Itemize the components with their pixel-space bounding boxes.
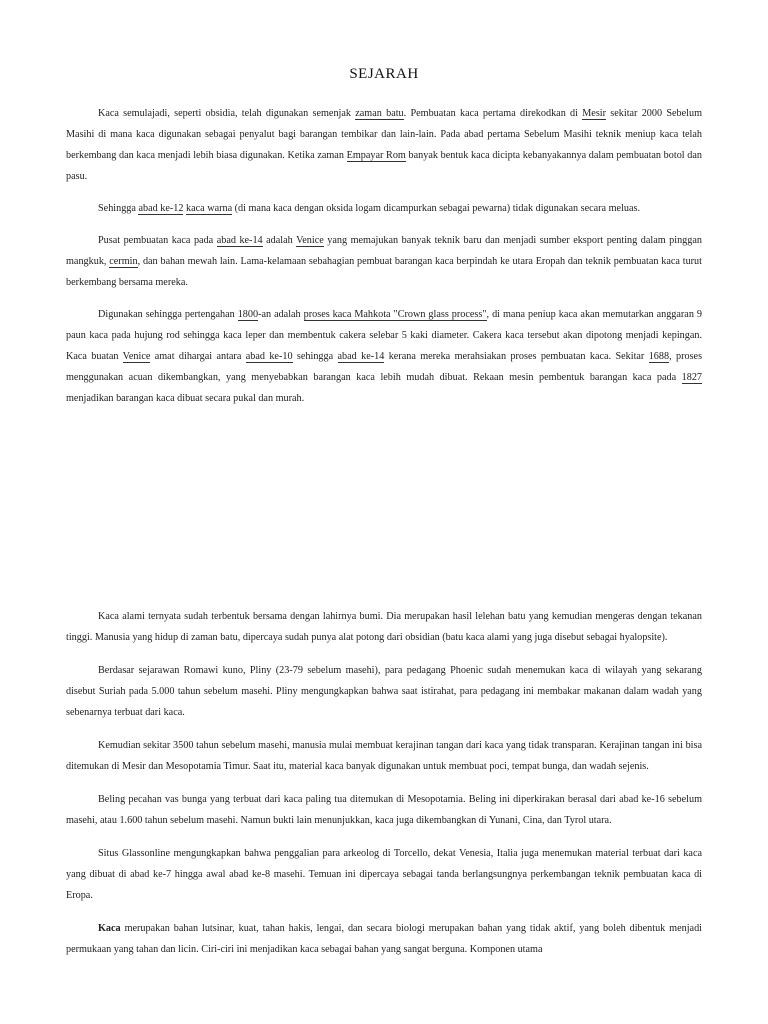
link-1827[interactable]: 1827 <box>681 372 702 383</box>
link-proses-kaca-mahkota[interactable]: proses kaca Mahkota "Crown glass process" <box>303 309 487 320</box>
link-venice[interactable]: Venice <box>296 235 324 246</box>
paragraph-6: Berdasar sejarawan Romawi kuno, Pliny (23-79 sebelum masehi), para pedagang Phoenic sudah menemukan kaca di wilayah yang sekarang disebut Suriah pada 5.000 tahun sebelum masehi. Pliny mengungkapkan bahwa saat istirahat, para pedagang ini membakar makanan dalam wadah yang sebenarnya terbuat dari kaca. <box>66 665 702 718</box>
link-venice-2[interactable]: Venice <box>122 351 151 362</box>
link-1688[interactable]: 1688 <box>648 351 670 362</box>
link-abad-ke-14-2[interactable]: abad ke-14 <box>337 351 385 362</box>
link-mesir[interactable]: Mesir <box>582 108 607 119</box>
paragraph-8: Beling pecahan vas bunga yang terbuat dari kaca paling tua ditemukan di Mesopotamia. Beling ini diperkirakan berasal dari abad ke-16 sebelum masehi, atau 1.600 tahun sebelum masehi. Namun bukti lain menunjukkan, kaca juga dikembangkan di Yunani, Cina, dan Tyrol utara. <box>66 794 702 826</box>
section-indonesian <box>66 606 702 960</box>
section-malay <box>66 103 702 409</box>
paragraph-7: Kemudian sekitar 3500 tahun sebelum masehi, manusia mulai membuat kerajinan tangan dari kaca yang tidak transparan. Kerajinan tangan ini bisa ditemukan di Mesir dan Mesopotamia Timur. Saat itu, material kaca banyak digunakan untuk membuat poci, tempat bunga, dan wadah sejenis. <box>66 740 702 772</box>
paragraph-1: Kaca semulajadi, seperti obsidia, telah digunakan semenjak zaman batu. Pembuatan kaca pertama direkodkan di Mesir sekitar 2000 Sebelum Masihi di mana kaca digunakan sebagai penyalut bagi barangan tembikar dan lain-lain. Pada abad pertama Sebelum Masihi teknik meniup kaca telah berkembang dan kaca menjadi lebih biasa digunakan. Ketika zaman Empayar Rom banyak bentuk kaca dicipta kebanyakannya dalam pembuatan botol dan pasu. <box>66 108 703 182</box>
link-abad-ke-10[interactable]: abad ke-10 <box>245 351 293 362</box>
link-kaca-warna[interactable]: kaca warna <box>186 203 233 214</box>
link-1800[interactable]: 1800 <box>237 309 259 320</box>
paragraph-5: Kaca alami ternyata sudah terbentuk bersama dengan lahirnya bumi. Dia merupakan hasil lelehan batu yang kemudian mengeras dengan tekanan tinggi. Manusia yang hidup di zaman batu, dipercaya sudah punya alat potong dari obsidian (batu kaca alami yang juga disebut sebagai hyalopsite). <box>66 611 702 643</box>
link-empayar-rom[interactable]: Empayar Rom <box>346 150 406 161</box>
paragraph-4: Digunakan sehingga pertengahan 1800-an adalah proses kaca Mahkota "Crown glass process", di mana peniup kaca akan memutarkan anggaran 9 paun kaca pada hujung rod sehingga kaca leper dan membentuk cakera selebar 5 kaki diameter. Cakera kaca tersebut akan dipotong menjadi kepingan. Kaca buatan Venice amat dihargai antara abad ke-10 sehingga abad ke-14 kerana mereka merahsiakan proses pembuatan kaca. Sekitar 1688, proses menggunakan acuan dikembangkan, yang menyebabkan barangan kaca lebih mudah dibuat. Rekaan mesin pembentuk barangan kaca pada 1827 menjadikan barangan kaca dibuat secara pukal dan murah. <box>66 309 703 404</box>
link-abad-ke-14[interactable]: abad ke-14 <box>216 235 263 246</box>
paragraph-3: Pusat pembuatan kaca pada abad ke-14 adalah Venice yang memajukan banyak teknik baru dan menjadi sumber eksport penting dalam pinggan mangkuk, cermin, dan bahan mewah lain. Lama-kelamaan sebahagian pembuat barangan kaca berpindah ke utara Eropah dan teknik pembuatan kaca turut berkembang bersama mereka. <box>66 235 702 288</box>
link-zaman-batu[interactable]: zaman batu <box>355 108 404 119</box>
link-abad-ke-12[interactable]: abad ke-12 <box>138 203 184 214</box>
paragraph-2: Sehingga abad ke-12 kaca warna (di mana kaca dengan oksida logam dicampurkan sebagai pewarna) tidak digunakan secara meluas. <box>98 203 640 214</box>
link-cermin[interactable]: cermin <box>109 256 138 267</box>
paragraph-9: Situs Glassonline mengungkapkan bahwa penggalian para arkeolog di Torcello, dekat Venesia, Italia juga menemukan material terbuat dari kaca yang dibuat di abad ke-7 hingga awal abad ke-8 masehi. Temuan ini dipercaya sebagai tanda berlangsungnya perkembangan teknik pembuatan kaca di Eropa. <box>66 848 702 901</box>
paragraph-10: Kaca merupakan bahan lutsinar, kuat, tahan hakis, lengai, dan secara biologi merupakan bahan yang tidak aktif, yang boleh dibentuk menjadi permukaan yang tahan dan licin. Ciri-ciri ini menjadikan kaca sebagai bahan yang sangat berguna. Komponen utama <box>66 923 702 955</box>
page-title: SEJARAH <box>349 66 419 82</box>
bold-term-kaca: Kaca <box>98 923 121 934</box>
